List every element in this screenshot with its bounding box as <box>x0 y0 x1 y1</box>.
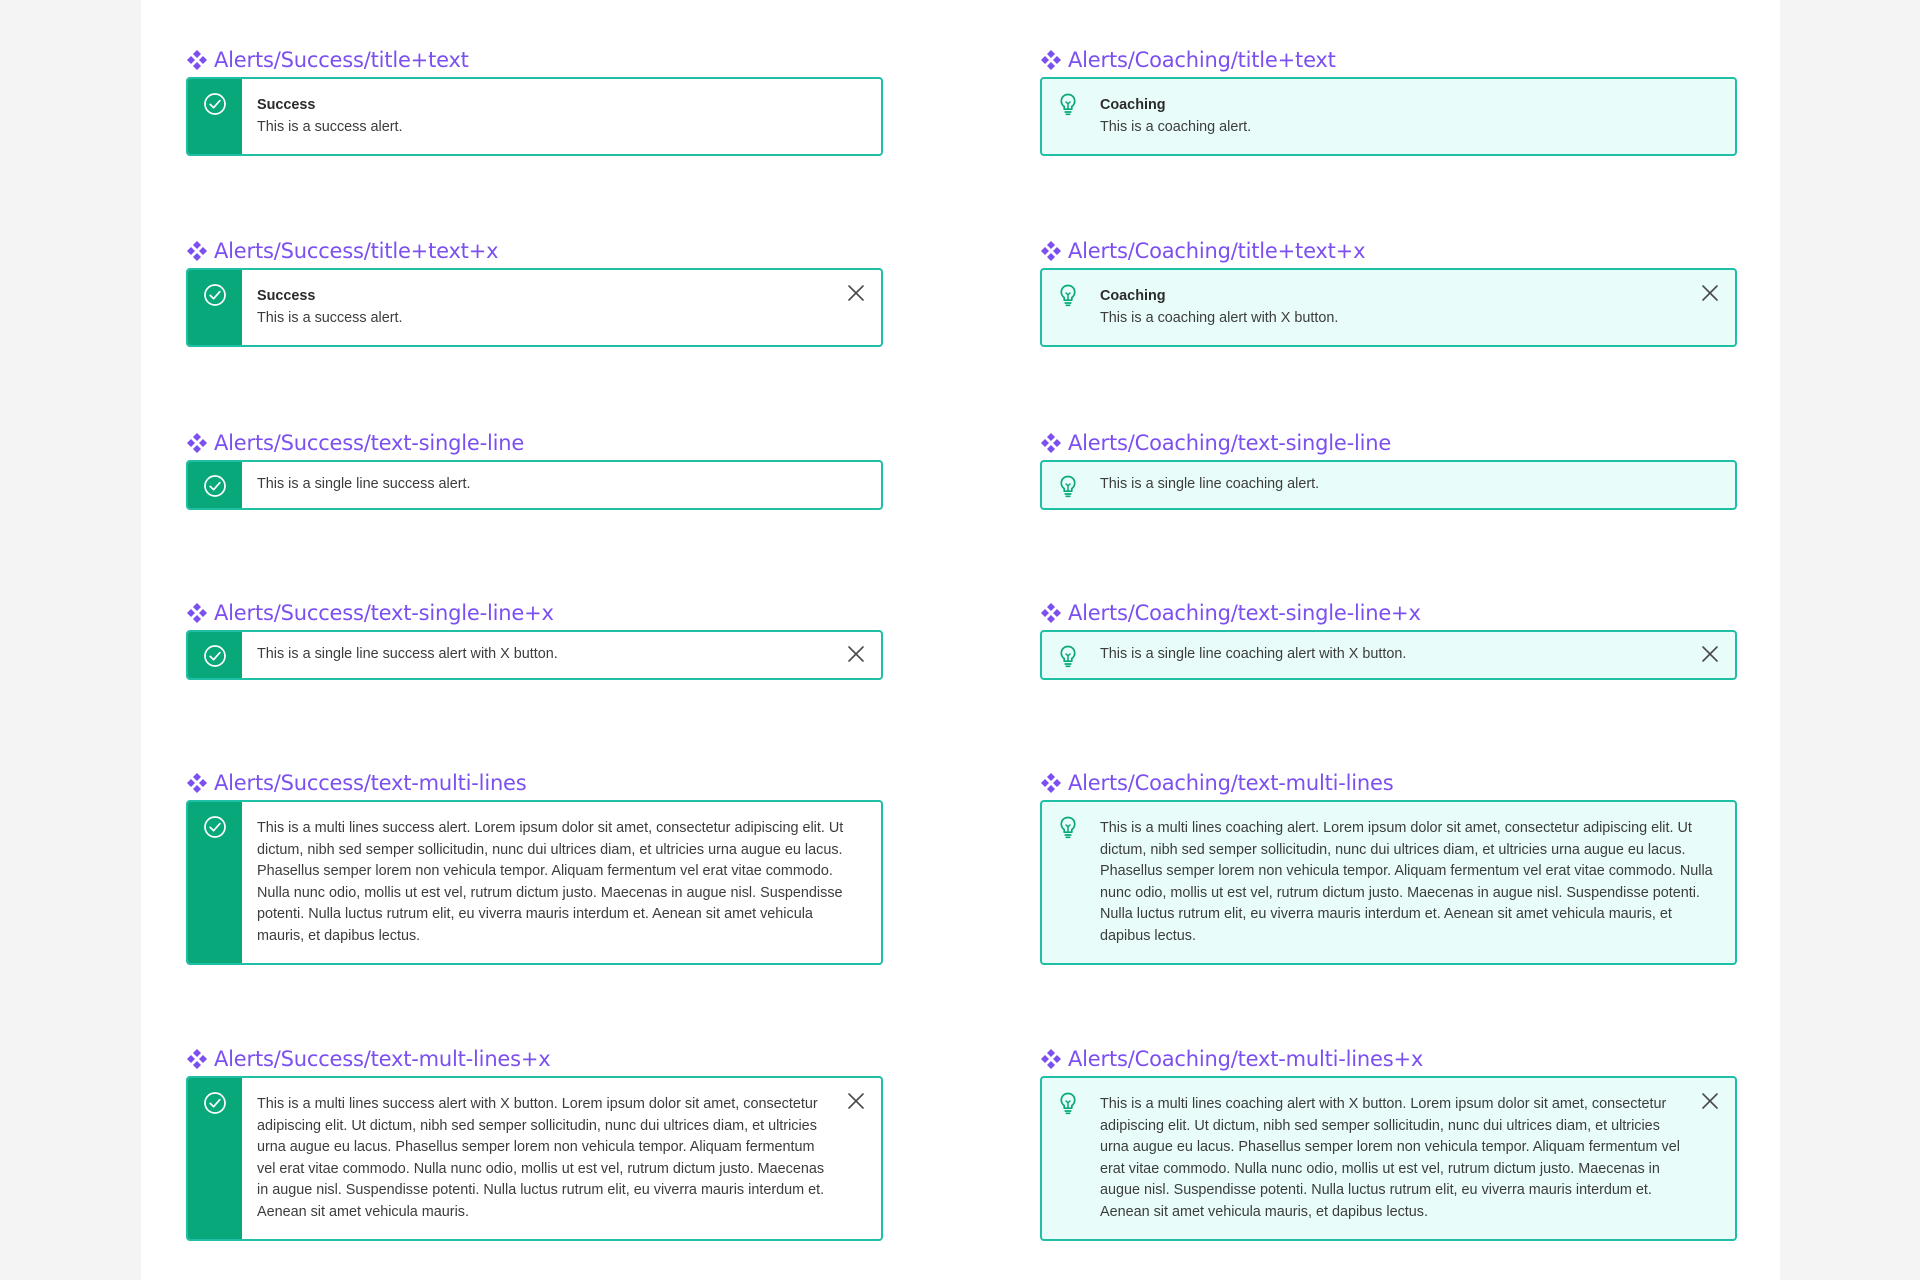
success-alert <box>186 460 883 510</box>
component-label-text: Alerts/Coaching/text-single-line <box>1068 431 1392 455</box>
alert-body <box>1094 79 1735 154</box>
coaching-alert <box>1040 630 1737 680</box>
alert-text: This is a single line success alert with X button. <box>257 646 558 662</box>
alert-text: This is a success alert. <box>257 309 403 326</box>
close-button[interactable] <box>1699 282 1721 304</box>
component-label[interactable] <box>1040 236 1737 266</box>
component-label[interactable] <box>1040 598 1737 628</box>
alert-text: This is a coaching alert with X button. <box>1100 309 1339 326</box>
success-alert <box>186 1076 883 1241</box>
component-label-text: Alerts/Coaching/text-single-line+x <box>1068 601 1421 625</box>
icon-rail <box>188 270 242 345</box>
component-label[interactable] <box>186 598 883 628</box>
icon-rail <box>1042 270 1094 345</box>
alert-title: Coaching <box>1100 288 1166 304</box>
component-label[interactable] <box>186 1044 883 1074</box>
icon-rail <box>1042 79 1094 154</box>
icon-rail <box>188 79 242 154</box>
icon-rail <box>188 462 242 508</box>
success-alert <box>186 268 883 347</box>
alert-body <box>1094 802 1735 963</box>
close-icon <box>846 1091 866 1111</box>
component-label-text: Alerts/Coaching/title+text <box>1068 48 1336 72</box>
component-coaching-single-x <box>1040 598 1737 680</box>
component-icon <box>1040 602 1062 624</box>
component-label-text: Alerts/Coaching/text-multi-lines+x <box>1068 1047 1424 1071</box>
close-icon <box>1700 644 1720 664</box>
icon-rail <box>1042 632 1094 678</box>
success-alert <box>186 800 883 965</box>
coaching-alert <box>1040 800 1737 965</box>
alert-text: This is a multi lines coaching alert with X button. Lorem ipsum dolor sit amet, consectetur adipiscing elit. Ut dictum, nibh sed semper sollicitudin, nunc dui ultrices diam, et ultricies urna augue eu lacus. Phasellus semper lorem non vehicula tempor. Aliquam fermentum vel erat vitae commodo. Nulla nunc odio, mollis ut est vel, rutrum dictum justo. Maecenas in augue nisl. Suspendisse potenti. Nulla luctus rutrum elit, eu viverra mauris interdum et. Aenean sit amet vehicula mauris, et dapibus lectus. <box>1100 1096 1680 1220</box>
component-icon <box>186 432 208 454</box>
icon-rail <box>1042 462 1094 508</box>
component-icon <box>186 772 208 794</box>
component-success-single-x <box>186 598 883 680</box>
close-icon <box>1700 283 1720 303</box>
icon-rail <box>1042 802 1094 963</box>
component-label[interactable] <box>186 768 883 798</box>
alert-body <box>1094 632 1735 678</box>
alert-body <box>242 632 881 678</box>
component-coaching-multi <box>1040 768 1737 965</box>
alert-text: This is a single line success alert. <box>257 476 471 492</box>
icon-rail <box>1042 1078 1094 1239</box>
success-alert <box>186 630 883 680</box>
alert-text: This is a single line coaching alert. <box>1100 476 1320 492</box>
component-label-text: Alerts/Success/text-single-line+x <box>214 601 554 625</box>
check-circle-icon <box>203 92 227 116</box>
component-coaching-title-text-x <box>1040 236 1737 347</box>
design-canvas <box>141 0 1780 1280</box>
alert-text: This is a multi lines coaching alert. Lorem ipsum dolor sit amet, consectetur adipiscing elit. Ut dictum, nibh sed semper sollicitudin, nunc dui ultrices diam, et ultricies urna augue eu lacus. Phasellus semper lorem non vehicula tempor. Aliquam fermentum vel erat vitae commodo. Nulla nunc odio, mollis ut est vel, rutrum dictum justo. Maecenas in augue nisl. Suspendisse potenti. Nulla luctus rutrum elit, eu viverra mauris interdum et. Aenean sit amet vehicula mauris, et dapibus lectus. <box>1100 820 1713 944</box>
lightbulb-icon <box>1056 815 1080 839</box>
alert-text: This is a coaching alert. <box>1100 118 1252 135</box>
component-label[interactable] <box>186 236 883 266</box>
component-coaching-multi-x <box>1040 1044 1737 1241</box>
component-icon <box>1040 240 1062 262</box>
coaching-alert <box>1040 268 1737 347</box>
component-label-text: Alerts/Coaching/title+text+x <box>1068 239 1366 263</box>
alert-text: This is a multi lines success alert. Lorem ipsum dolor sit amet, consectetur adipiscing elit. Ut dictum, nibh sed semper sollicitudin, nunc dui ultrices diam, et ultricies urna augue eu lacus. Phasellus semper lorem non vehicula tempor. Aliquam fermentum vel erat vitae commodo. Nulla nunc odio, mollis ut est vel, rutrum dictum justo. Maecenas in augue nisl. Suspendisse potenti. Nulla luctus rutrum elit, eu viverra mauris interdum et. Aenean sit amet vehicula mauris, et dapibus lectus. <box>257 820 844 944</box>
close-button[interactable] <box>845 1090 867 1112</box>
component-success-title-text-x <box>186 236 883 347</box>
component-success-multi <box>186 768 883 965</box>
icon-rail <box>188 1078 242 1239</box>
coaching-alert <box>1040 1076 1737 1241</box>
alert-title: Coaching <box>1100 97 1166 113</box>
check-circle-icon <box>203 474 227 498</box>
component-label[interactable] <box>186 428 883 458</box>
component-label[interactable] <box>186 45 883 75</box>
component-icon <box>1040 1048 1062 1070</box>
component-icon <box>186 602 208 624</box>
check-circle-icon <box>203 283 227 307</box>
component-label-text: Alerts/Success/title+text+x <box>214 239 499 263</box>
component-icon <box>186 1048 208 1070</box>
alert-body <box>242 79 881 154</box>
alert-body <box>1094 1078 1735 1239</box>
component-icon <box>1040 772 1062 794</box>
check-circle-icon <box>203 815 227 839</box>
lightbulb-icon <box>1056 644 1080 668</box>
close-icon <box>846 283 866 303</box>
component-label-text: Alerts/Success/text-mult-lines+x <box>214 1047 551 1071</box>
component-label-text: Alerts/Coaching/text-multi-lines <box>1068 771 1394 795</box>
close-icon <box>1700 1091 1720 1111</box>
lightbulb-icon <box>1056 283 1080 307</box>
component-label-text: Alerts/Success/text-multi-lines <box>214 771 527 795</box>
alert-text: This is a multi lines success alert with X button. Lorem ipsum dolor sit amet, consectetur adipiscing elit. Ut dictum, nibh sed semper sollicitudin, nunc dui ultrices diam, et ultricies urna augue eu lacus. Phasellus semper lorem non vehicula tempor. Aliquam fermentum vel erat vitae commodo. Nulla nunc odio, mollis ut est vel, rutrum dictum justo. Maecenas in augue nisl. Suspendisse potenti. Nulla luctus rutrum elit, eu viverra mauris interdum et. Aenean sit amet vehicula mauris. <box>257 1096 825 1220</box>
component-icon <box>186 49 208 71</box>
component-icon <box>1040 432 1062 454</box>
component-label[interactable] <box>1040 45 1737 75</box>
alert-text: This is a success alert. <box>257 118 403 135</box>
coaching-alert <box>1040 77 1737 156</box>
alert-body <box>242 270 881 345</box>
component-success-title-text <box>186 45 883 156</box>
component-label[interactable] <box>1040 768 1737 798</box>
check-circle-icon <box>203 1091 227 1115</box>
alert-title: Success <box>257 97 316 113</box>
check-circle-icon <box>203 644 227 668</box>
alert-body <box>242 802 881 963</box>
component-label-text: Alerts/Success/text-single-line <box>214 431 525 455</box>
coaching-alert <box>1040 460 1737 510</box>
component-success-single <box>186 428 883 510</box>
close-button[interactable] <box>1699 1090 1721 1112</box>
component-coaching-title-text <box>1040 45 1737 156</box>
lightbulb-icon <box>1056 1091 1080 1115</box>
icon-rail <box>188 632 242 678</box>
alert-body <box>242 462 881 508</box>
close-button[interactable] <box>845 282 867 304</box>
component-label[interactable] <box>1040 1044 1737 1074</box>
lightbulb-icon <box>1056 474 1080 498</box>
component-success-multi-x <box>186 1044 883 1241</box>
success-alert <box>186 77 883 156</box>
alert-body <box>1094 462 1735 508</box>
alert-text: This is a single line coaching alert with X button. <box>1100 646 1407 662</box>
component-label-text: Alerts/Success/title+text <box>214 48 469 72</box>
close-button[interactable] <box>1699 643 1721 665</box>
close-button[interactable] <box>845 643 867 665</box>
component-coaching-single <box>1040 428 1737 510</box>
alert-body <box>1094 270 1735 345</box>
icon-rail <box>188 802 242 963</box>
lightbulb-icon <box>1056 92 1080 116</box>
alert-title: Success <box>257 288 316 304</box>
component-label[interactable] <box>1040 428 1737 458</box>
alert-body <box>242 1078 881 1239</box>
close-icon <box>846 644 866 664</box>
component-icon <box>1040 49 1062 71</box>
component-icon <box>186 240 208 262</box>
